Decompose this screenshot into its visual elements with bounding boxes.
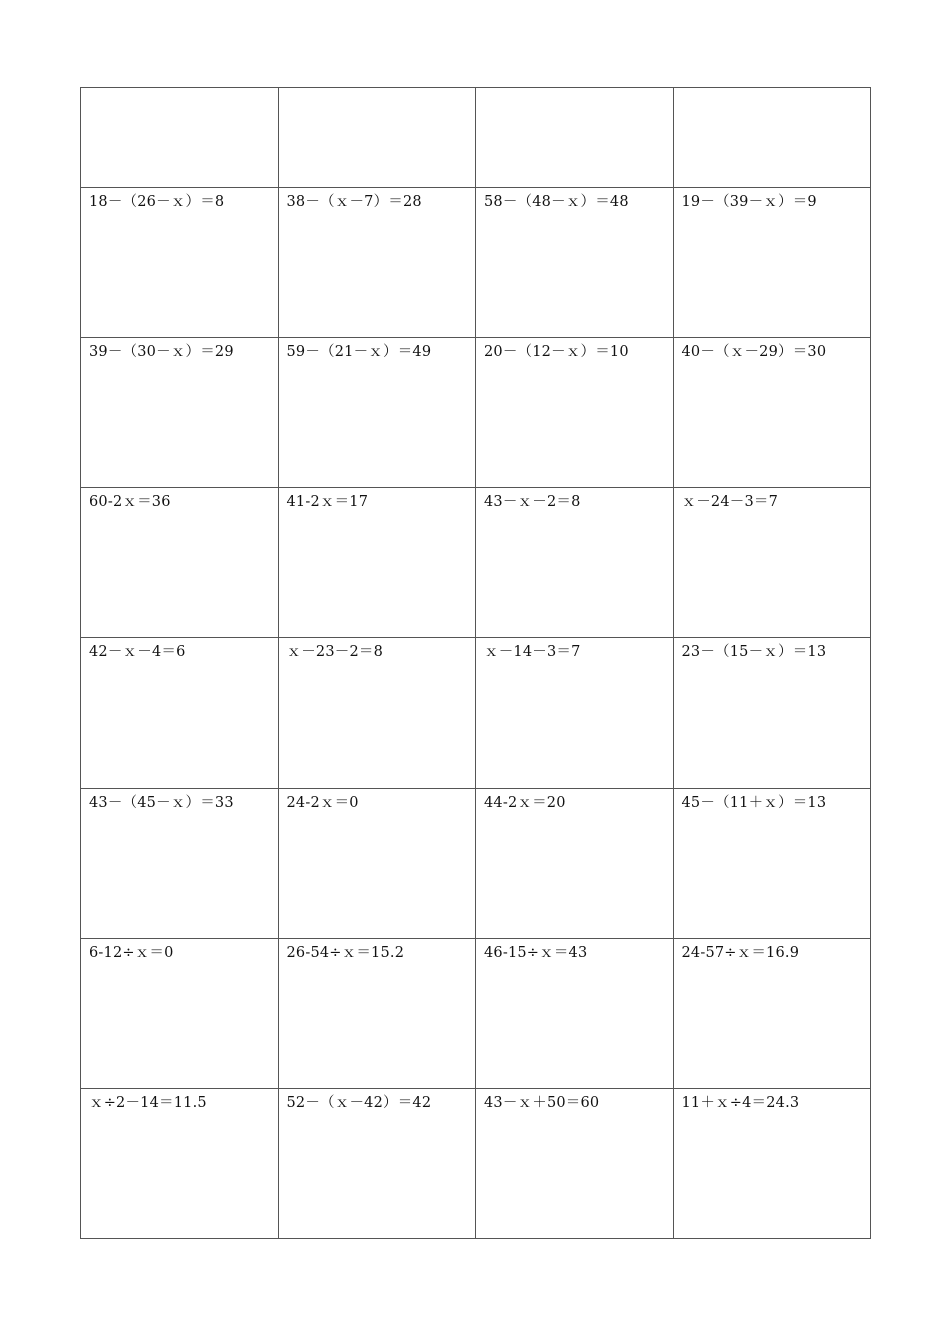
table-row [81, 338, 871, 488]
equation-cell [673, 788, 871, 938]
table-row [81, 788, 871, 938]
blank-cell [278, 88, 476, 188]
equation-cell [278, 1088, 476, 1238]
equation-text: 6-12÷ｘ＝0 [89, 944, 174, 961]
equation-cell [673, 638, 871, 788]
equation-worksheet-table [80, 87, 871, 1239]
equation-cell [673, 1088, 871, 1238]
equation-cell [278, 788, 476, 938]
equation-text: ｘ－24－3＝7 [681, 494, 779, 511]
equation-text: 24-2ｘ＝0 [286, 794, 359, 811]
equation-text: 41-2ｘ＝17 [286, 494, 369, 511]
equation-cell [81, 1088, 279, 1238]
equation-text: 58－（48－ｘ）＝48 [484, 194, 629, 211]
equation-text: 38－（ｘ－7）＝28 [286, 194, 422, 211]
blank-cell-text [81, 88, 278, 93]
equation-text: 19－（39－ｘ）＝9 [681, 194, 817, 211]
equation-text: 43－ｘ＋50＝60 [484, 1094, 600, 1111]
equation-text: 42－ｘ－4＝6 [89, 644, 186, 661]
equation-text: 43－（45－ｘ）＝33 [89, 794, 234, 811]
equation-text: 11＋ｘ÷4＝24.3 [681, 1094, 800, 1111]
equation-cell [476, 788, 674, 938]
equation-text: 23－（15－ｘ）＝13 [681, 644, 827, 661]
equation-cell [476, 338, 674, 488]
blank-cell-text [279, 88, 476, 93]
equation-text: ｘ÷2－14＝11.5 [89, 1094, 207, 1111]
equation-text: 52－（ｘ－42）＝42 [286, 1094, 432, 1111]
equation-cell [81, 788, 279, 938]
equation-cell [673, 488, 871, 638]
equation-cell [81, 338, 279, 488]
equation-text: ｘ－14－3＝7 [484, 644, 581, 661]
equation-cell [81, 638, 279, 788]
blank-cell [81, 88, 279, 188]
blank-cell-text [674, 88, 871, 93]
equation-cell [278, 938, 476, 1088]
blank-cell [476, 88, 674, 188]
equation-cell [673, 188, 871, 338]
table-row [81, 188, 871, 338]
equation-cell [81, 188, 279, 338]
equation-cell [673, 338, 871, 488]
equation-cell [476, 1088, 674, 1238]
equation-cell [673, 938, 871, 1088]
equation-text: 45－（11＋ｘ）＝13 [681, 794, 827, 811]
equation-text: 40－（ｘ－29）＝30 [681, 344, 827, 361]
equation-cell [81, 938, 279, 1088]
table-row [81, 638, 871, 788]
equation-text: 39－（30－ｘ）＝29 [89, 344, 234, 361]
equation-cell [476, 938, 674, 1088]
table-row [81, 488, 871, 638]
worksheet-body [81, 88, 871, 1239]
equation-text: 24-57÷ｘ＝16.9 [681, 944, 800, 961]
equation-text: 26-54÷ｘ＝15.2 [286, 944, 405, 961]
equation-text: 60-2ｘ＝36 [89, 494, 171, 511]
equation-cell [278, 488, 476, 638]
blank-cell-text [476, 88, 673, 93]
equation-text: 59－（21－ｘ）＝49 [286, 344, 432, 361]
table-row [81, 938, 871, 1088]
equation-cell [476, 638, 674, 788]
equation-text: 18－（26－ｘ）＝8 [89, 194, 225, 211]
equation-text: 43－ｘ－2＝8 [484, 494, 581, 511]
equation-cell [278, 188, 476, 338]
blank-cell [673, 88, 871, 188]
equation-text: 20－（12－ｘ）＝10 [484, 344, 629, 361]
table-row [81, 1088, 871, 1238]
equation-cell [278, 638, 476, 788]
equation-cell [278, 338, 476, 488]
equation-text: 44-2ｘ＝20 [484, 794, 566, 811]
equation-cell [476, 188, 674, 338]
table-row-blank [81, 88, 871, 188]
equation-cell [81, 488, 279, 638]
equation-cell [476, 488, 674, 638]
equation-text: 46-15÷ｘ＝43 [484, 944, 588, 961]
equation-text: ｘ－23－2＝8 [286, 644, 384, 661]
